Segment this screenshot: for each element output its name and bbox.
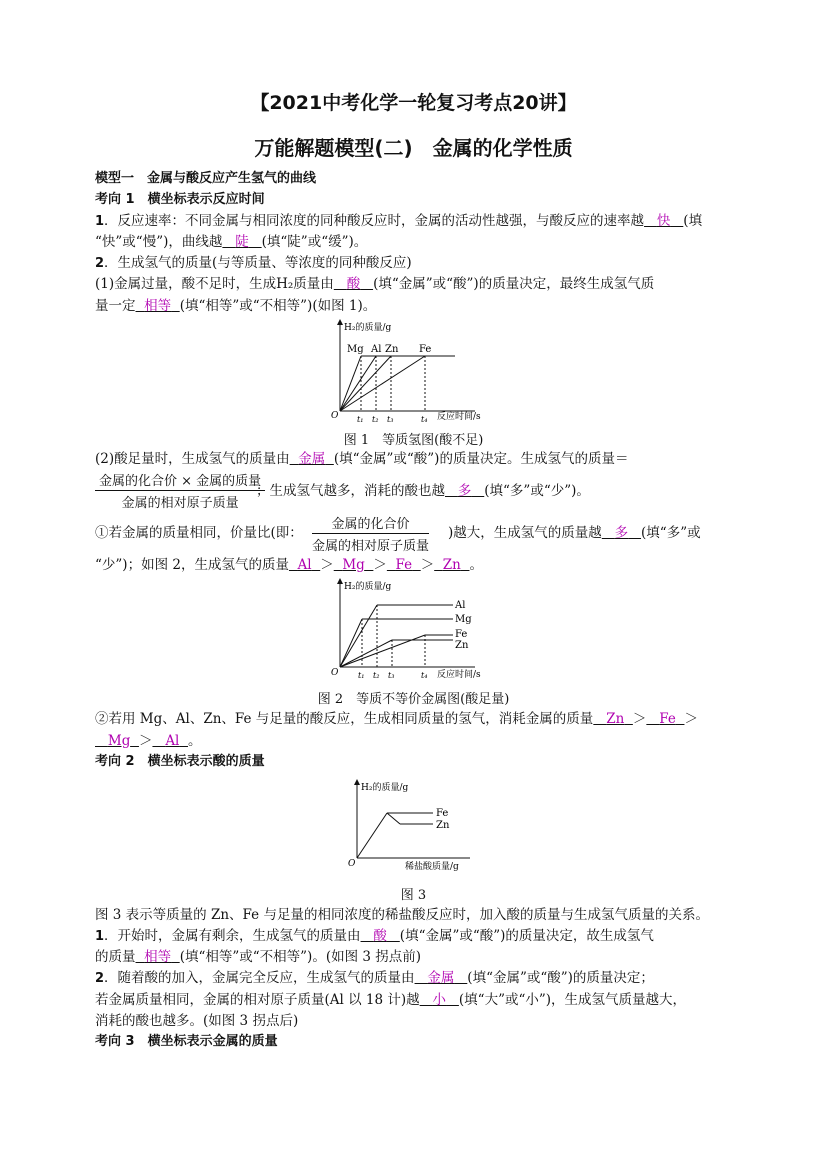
answer-blank: 陡	[235, 234, 249, 250]
document-subtitle: 万能解题模型(二) 金属的化学性质	[254, 136, 573, 160]
svg-text:t₁: t₁	[357, 415, 364, 424]
fig1-label-al: Al	[371, 344, 382, 355]
y-axis-label: H₂的质量/g	[344, 323, 392, 333]
svg-text:O: O	[331, 668, 339, 678]
svg-text:Fe: Fe	[455, 629, 468, 640]
para-excess-acid-2: ；生成氢气越多，消耗的酸也越 多 (填“多”或“少”)。	[256, 483, 590, 499]
svg-text:Fe: Fe	[436, 808, 449, 819]
svg-text:Mg: Mg	[455, 614, 472, 625]
figure-2	[325, 577, 515, 685]
origin-label: O	[331, 411, 339, 421]
answer-blank: 多	[614, 525, 629, 541]
figure-2-caption: 图 2 等质不等价金属图(酸足量)	[317, 692, 510, 707]
svg-text:t₄: t₄	[421, 415, 428, 424]
figure-3	[345, 778, 485, 873]
svg-text:t₂: t₂	[372, 415, 379, 424]
item-number: 1	[95, 214, 105, 229]
answer-blank: 酸	[346, 276, 361, 292]
para-fig3-4: 若金属质量相同，金属的相对原子质量(Al 以 18 计)越 小 (填“大”或“小”)，生成氢气质量越大，	[95, 992, 687, 1008]
para-excess-metal-1: (1)金属过量，酸不足时，生成H₂质量由 酸 (填“金属”或“酸”)的质量决定，最终生成氢气质	[95, 276, 655, 292]
answer-blank: 多	[457, 483, 472, 499]
answer-blank: 快	[656, 213, 671, 229]
subsection-heading-1: 考向 1 横坐标表示反应时间	[95, 192, 265, 207]
para-consume-1: ②若用 Mg、Al、Zn、Fe 与足量的酸反应，生成相同质量的氢气，消耗金属的质量 Zn ＞ Fe ＞	[95, 711, 698, 727]
svg-text:H₂的质量/g: H₂的质量/g	[344, 582, 392, 592]
para-fig3-5: 消耗的酸也越多。(如图 3 拐点后)	[95, 1013, 299, 1029]
subsection-heading-2: 考向 2 横坐标表示酸的质量	[95, 754, 265, 769]
svg-text:t₁: t₁	[358, 671, 365, 680]
para-ratio-2: )越大，生成氢气的质量越 多 (填“多”或	[448, 525, 701, 541]
para-consume-2: Mg ＞ Al 。	[107, 733, 202, 749]
fig1-label-fe: Fe	[419, 344, 432, 355]
svg-text:反应时间/s: 反应时间/s	[437, 670, 481, 680]
svg-text:H₂的质量/g: H₂的质量/g	[361, 783, 409, 793]
svg-text:t₃: t₃	[388, 671, 395, 680]
svg-text:稀盐酸质量/g: 稀盐酸质量/g	[405, 862, 459, 872]
figure-1	[325, 318, 515, 428]
fraction-formula-2: 金属的化合价 金属的相对原子质量	[312, 513, 429, 554]
figure-3-caption: 图 3	[400, 888, 427, 903]
para-fig3-3: 2．随着酸的加入，金属完全反应，生成氢气的质量由 金属 (填“金属”或“酸”)的质量决定；	[95, 970, 654, 986]
svg-text:t₄: t₄	[421, 671, 428, 680]
document-title: 【2021中考化学一轮复习考点20讲】	[250, 92, 577, 114]
figure-1-caption: 图 1 等质氢图(酸不足)	[343, 433, 484, 448]
para-rate-1: 1．反应速率：不同金属与相同浓度的同种酸反应时，金属的活动性越强，与酸反应的速率越 快 (填	[95, 213, 703, 229]
para-excess-acid-1: (2)酸足量时，生成氢气的质量由 金属 (填“金属”或“酸”)的质量决定。生成氢气的质量＝	[95, 451, 629, 467]
fraction-formula-1: 金属的化合价 × 金属的质量 金属的相对原子质量	[95, 470, 265, 511]
answer-blank: 金属	[298, 451, 326, 467]
x-axis-label: 反应时间/s	[437, 412, 481, 422]
fig1-label-zn: Zn	[385, 344, 399, 355]
svg-text:Zn: Zn	[455, 640, 469, 651]
para-ratio-1: ①若金属的质量相同，价量比(即：	[95, 525, 303, 541]
para-fig3-intro: 图 3 表示等质量的 Zn、Fe 与足量的相同浓度的稀盐酸反应时，加入酸的质量与生成氢气质量的关系。	[95, 907, 709, 923]
subsection-heading-3: 考向 3 横坐标表示金属的质量	[95, 1034, 278, 1049]
svg-text:t₂: t₂	[373, 671, 380, 680]
para-excess-metal-2: 量一定 相等 (填“相等”或“不相等”)(如图 1)。	[95, 298, 377, 314]
fig1-label-mg: Mg	[347, 344, 364, 355]
svg-text:t₃: t₃	[387, 415, 394, 424]
para-ratio-3: “少”)；如图 2，生成氢气的质量 Al ＞ Mg ＞ Fe ＞ Zn 。	[95, 557, 483, 573]
svg-text:Zn: Zn	[436, 820, 450, 831]
svg-text:Al: Al	[455, 600, 466, 611]
para-fig3-2: 的质量 相等 (填“相等”或“不相等”)。(如图 3 拐点前)	[95, 949, 422, 965]
svg-text:O: O	[348, 859, 356, 869]
para-rate-2: “快”或“慢”)，曲线越 陡 (填“陡”或“缓”)。	[95, 234, 368, 250]
answer-blank: 相等	[144, 298, 172, 314]
para-fig3-1: 1．开始时，金属有剩余，生成氢气的质量由 酸 (填“金属”或“酸”)的质量决定，故生成氢气	[95, 928, 654, 944]
model-heading: 模型一 金属与酸反应产生氢气的曲线	[95, 171, 317, 186]
para-mass-heading: 2．生成氢气的质量(与等质量、等浓度的同种酸反应)	[95, 255, 412, 271]
